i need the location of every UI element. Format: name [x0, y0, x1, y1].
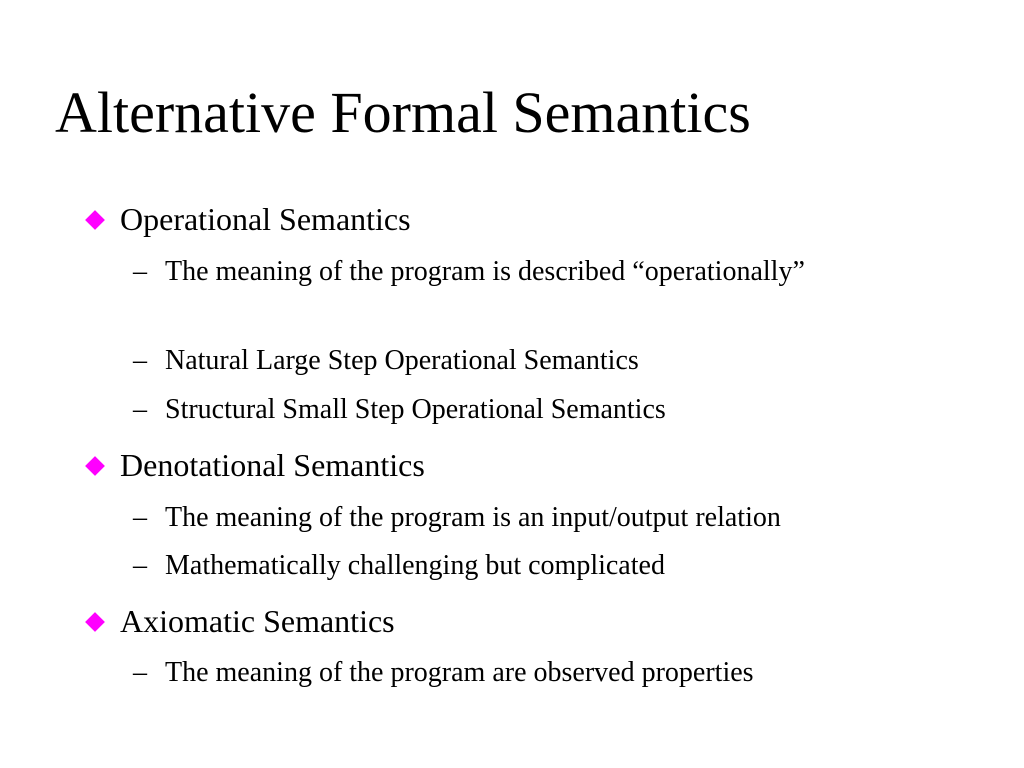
dash-marker: –	[133, 345, 147, 376]
diamond-bullet-icon	[85, 456, 105, 476]
sub-bullet-text: Natural Large Step Operational Semantics	[165, 345, 639, 376]
dash-marker: –	[133, 502, 147, 533]
diamond-bullet-icon	[85, 210, 105, 230]
bullet-axiomatic-semantics	[84, 603, 395, 639]
bullet-heading: Denotational Semantics	[120, 447, 425, 483]
dash-marker: –	[133, 256, 147, 287]
dash-marker: –	[133, 657, 147, 688]
dash-marker: –	[133, 550, 147, 581]
sub-bullet-text: Structural Small Step Operational Semantics	[165, 394, 666, 425]
sub-bullet-text: The meaning of the program are observed properties	[165, 657, 754, 688]
dash-marker: –	[133, 394, 147, 425]
bullet-heading: Operational Semantics	[120, 201, 411, 237]
sub-bullet-text: The meaning of the program is an input/output relation	[165, 502, 781, 533]
diamond-bullet-icon	[85, 612, 105, 632]
bullet-denotational-semantics	[84, 447, 425, 483]
bullet-operational-semantics	[84, 201, 411, 237]
slide-title: Alternative Formal Semantics	[55, 80, 751, 145]
bullet-heading: Axiomatic Semantics	[120, 603, 395, 639]
sub-bullet-text: The meaning of the program is described “operationally”	[165, 256, 805, 287]
sub-bullet-text: Mathematically challenging but complicated	[165, 550, 665, 581]
